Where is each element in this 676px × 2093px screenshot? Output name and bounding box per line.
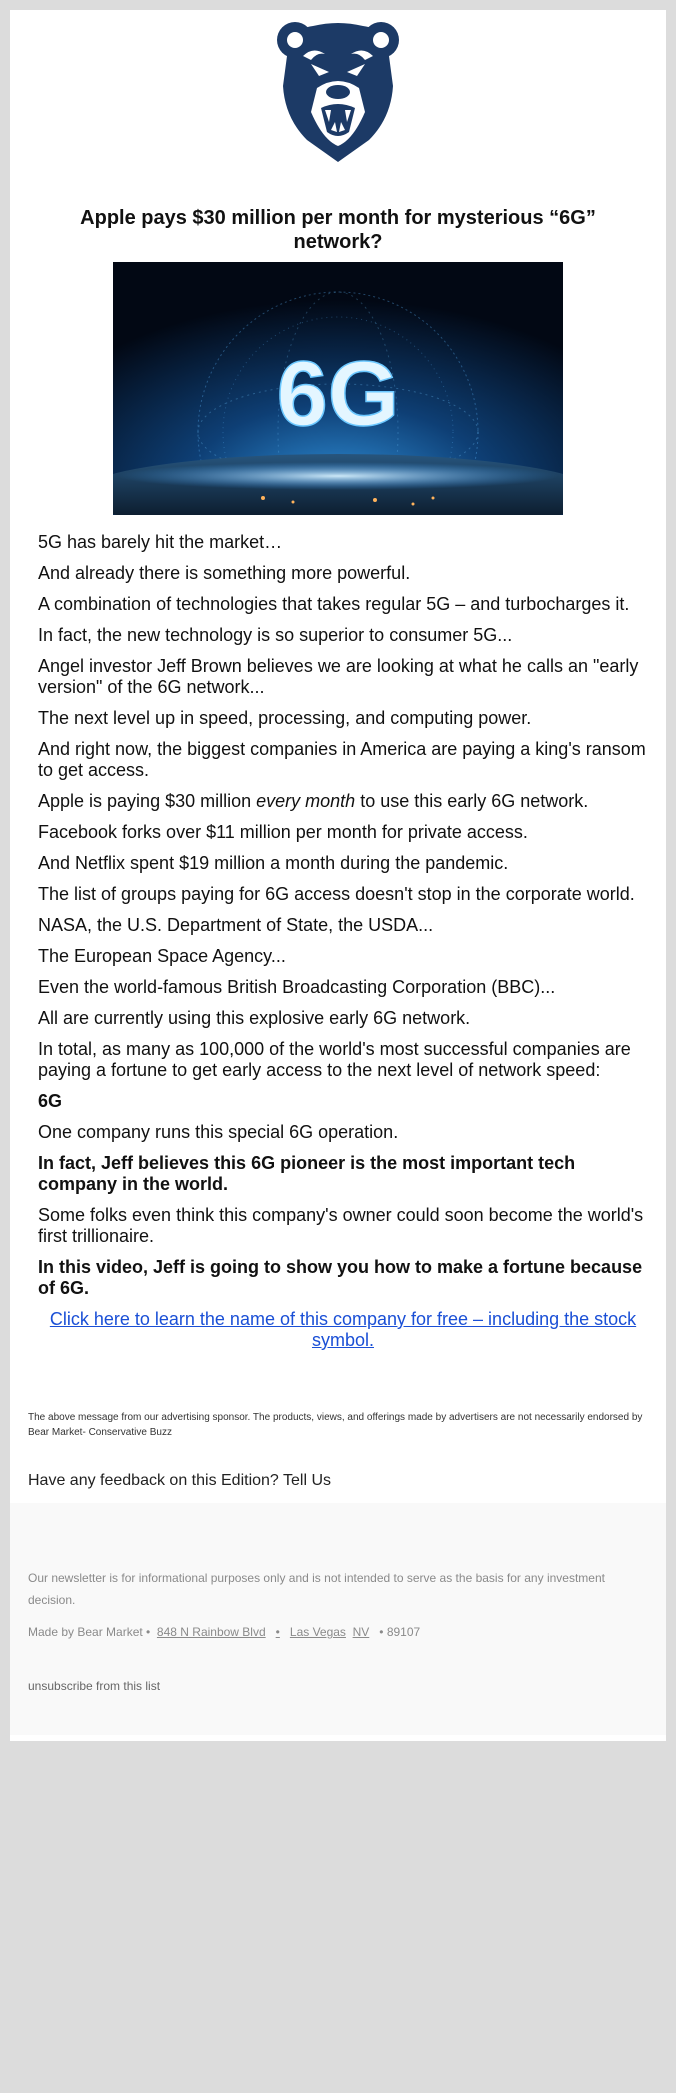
bear-logo-icon[interactable] [273, 16, 403, 164]
paragraph-apple [38, 791, 648, 812]
paragraph: Angel investor Jeff Brown believes we are looking at what he calls an "early version" of the 6G network... [38, 656, 639, 697]
paragraph: And already there is something more powerful. [38, 563, 411, 583]
paragraph: A combination of technologies that takes regular 5G – and turbocharges it. [38, 594, 630, 614]
bold-pioneer: In fact, Jeff believes this 6G pioneer is the most important tech company in the world. [38, 1153, 576, 1194]
footer [10, 1503, 666, 1735]
footer-address [28, 1625, 420, 1639]
paragraph: The next level up in speed, processing, and computing power. [38, 708, 532, 728]
email-card [10, 10, 666, 1741]
made-by: Made by Bear Market • [28, 1625, 151, 1639]
address-city-link[interactable]: Las Vegas [289, 1625, 346, 1639]
hero-image-6g[interactable] [113, 262, 563, 515]
paragraph: The European Space Agency... [38, 946, 286, 966]
cta-link[interactable]: Click here to learn the name of this company for free – including the stock symbol. [49, 1309, 637, 1350]
address-sep-link[interactable]: • [275, 1625, 280, 1639]
logo-header [10, 16, 666, 166]
paragraph: 5G has barely hit the market… [38, 532, 283, 552]
paragraph: Some folks even think this company's owner could soon become the world's first trillionaire. [38, 1205, 644, 1246]
article-body [38, 532, 648, 1361]
paragraph: Even the world-famous British Broadcasting Corporation (BBC)... [38, 977, 556, 997]
paragraph: All are currently using this explosive early 6G network. [38, 1008, 471, 1028]
paragraph: And right now, the biggest companies in America are paying a king's ransom to get access. [38, 739, 646, 780]
unsubscribe-link[interactable]: unsubscribe from this list [28, 1679, 161, 1693]
paragraph: The list of groups paying for 6G access doesn't stop in the corporate world. [38, 884, 635, 904]
apple-text-pre: Apple is paying $30 million [38, 791, 257, 811]
cta-paragraph [38, 1309, 648, 1351]
paragraph: NASA, the U.S. Department of State, the USDA... [38, 915, 434, 935]
paragraph: And Netflix spent $19 million a month during the pandemic. [38, 853, 509, 873]
sponsor-disclaimer: The above message from our advertising sponsor. The products, views, and offerings made by advertisers are not necessarily endorsed by Bear Market- Conservative Buzz [28, 1412, 643, 1438]
bold-6g: 6G [38, 1091, 63, 1111]
address-zip: • 89107 [379, 1625, 421, 1639]
hero-6g-text: 6G [276, 343, 400, 445]
paragraph: One company runs this special 6G operation. [38, 1122, 399, 1142]
address-street-link[interactable]: 848 N Rainbow Blvd [156, 1625, 266, 1639]
apple-emphasis: every month [256, 791, 356, 811]
feedback-link[interactable]: Have any feedback on this Edition? Tell Us [28, 1472, 331, 1489]
paragraph: Facebook forks over $11 million per month for private access. [38, 822, 528, 842]
paragraph: In fact, the new technology is so superior to consumer 5G... [38, 625, 513, 645]
apple-text-post: to use this early 6G network. [355, 791, 589, 811]
paragraph: In total, as many as 100,000 of the world's most successful companies are paying a fortune to get early access to the next level of network speed: [38, 1039, 631, 1080]
article-headline: Apple pays $30 million per month for mysterious “6G” network? [80, 207, 596, 253]
bold-video: In this video, Jeff is going to show you how to make a fortune because of 6G. [38, 1257, 643, 1298]
address-state-link[interactable]: NV [352, 1625, 370, 1639]
footer-note: Our newsletter is for informational purposes only and is not intended to serve as the basis for any investment decision. [28, 1571, 605, 1607]
